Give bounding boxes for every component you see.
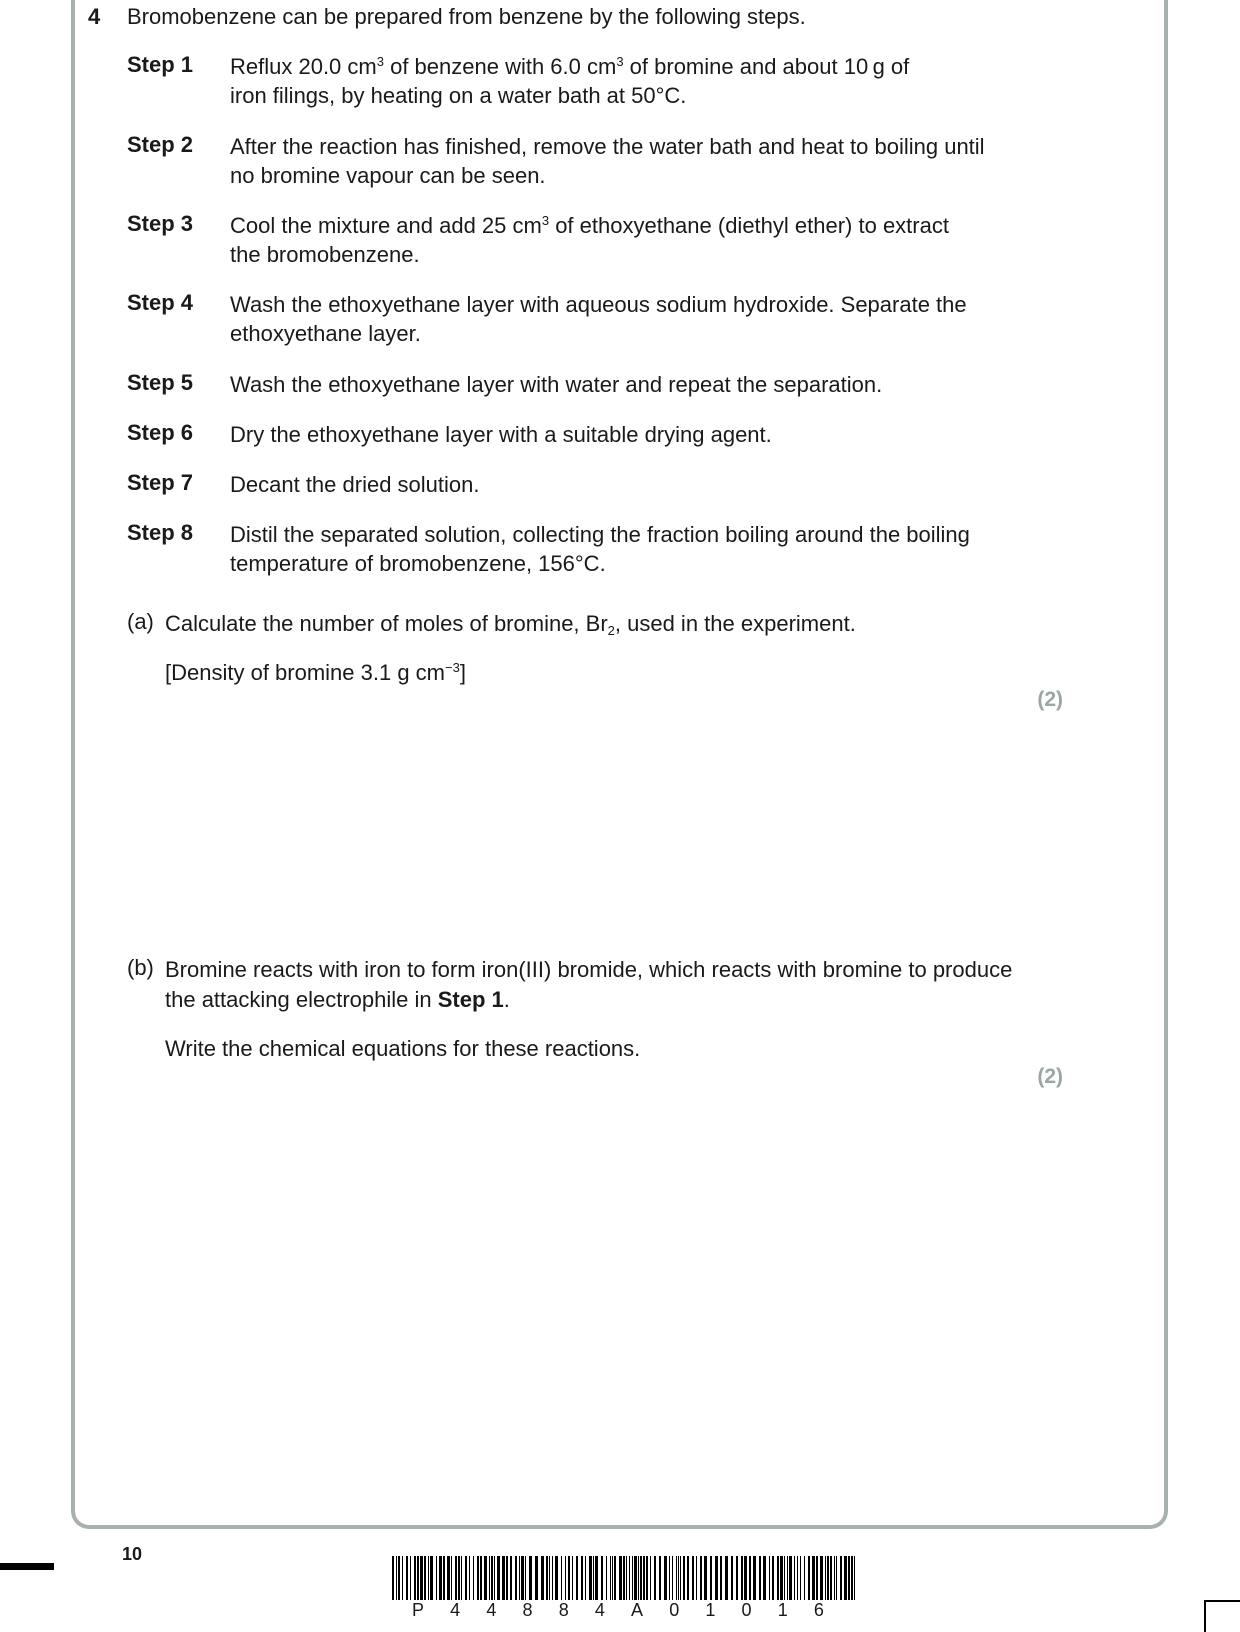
barcode-bar [572,1556,573,1600]
question-intro: Bromobenzene can be prepared from benzene by the following steps. [127,4,806,29]
barcode-bar [836,1556,837,1600]
barcode-bar [731,1556,733,1600]
part-a-density: [Density of bromine 3.1 g $cm^{-3}$] [165,660,466,685]
barcode-bar [497,1556,500,1600]
part-b-question: Bromine reacts with iron to form iron(III) bromide, which reacts with bromine to produce the attacking electrophile in Step 1. [165,957,1013,1012]
part-a-marks: (2) [1037,688,1063,711]
barcode-char: 0 [669,1600,680,1620]
step-6-label: Step 6 [127,420,194,445]
barcode-char: 4 [486,1600,497,1620]
step-3-text: Cool the mixture and add 25 $cm^3$ of ethoxyethane (diethyl ether) to extract the bromobenzene. [230,213,949,267]
barcode-bar [654,1556,656,1600]
barcode-bar [753,1556,756,1600]
barcode-bar [436,1556,437,1600]
step-7-label: Step 7 [127,470,194,495]
barcode-text [412,1600,824,1621]
barcode-bar [632,1556,633,1600]
barcode-char: A [631,1600,644,1620]
barcode-bar [546,1556,548,1600]
step-6-text: Dry the ethoxyethane layer with a suitable drying agent. [230,422,772,447]
barcode-bar [851,1556,853,1600]
barcode-bar [626,1556,627,1600]
barcode-bar [741,1556,743,1600]
barcode-bar [808,1556,810,1600]
barcode-bar [428,1556,429,1600]
barcode-bar [552,1556,553,1600]
barcode-char: 4 [594,1600,605,1620]
barcode-char: 1 [777,1600,788,1620]
barcode-bar [700,1556,702,1600]
barcode-bar [830,1556,832,1600]
barcode-bar [704,1556,707,1600]
barcode-bar [772,1556,774,1600]
barcode-bar [458,1556,460,1600]
barcode-bar [634,1556,637,1600]
step-1-text: Reflux 20.0 $cm^3$ of benzene with 6.0 $cm^3$ of bromine and about 10 g of iron filings, by heating on a water bath at 50°C. [230,54,910,108]
barcode-bar [484,1556,487,1600]
barcode-bar [585,1556,586,1600]
barcode-bar [521,1556,524,1600]
barcode-bar [710,1556,712,1600]
barcode-bar [529,1556,532,1600]
barcode-bar [769,1556,770,1600]
barcode-bar [780,1556,783,1600]
step-2-text: After the reaction has finished, remove the water bath and heat to boiling until no bromine vapour can be seen. [230,134,985,188]
barcode-bar [834,1556,835,1600]
barcode-bar [443,1556,445,1600]
barcode-bar [797,1556,798,1600]
barcode-bar [638,1556,639,1600]
barcode-bar [800,1556,801,1600]
barcode-bar [794,1556,795,1600]
barcode-bar [715,1556,718,1600]
barcode-bar [614,1556,616,1600]
barcode-bar [683,1556,685,1600]
barcode-bar [595,1556,598,1600]
step-5-text: Wash the ethoxyethane layer with water and repeat the separation. [230,372,883,397]
barcode-bar [576,1556,578,1600]
barcode-bar [489,1556,490,1600]
barcode-bar [535,1556,538,1600]
barcode-bar [477,1556,479,1600]
barcode-bar [473,1556,474,1600]
part-b-label: (b) [127,955,154,980]
barcode-bar [593,1556,594,1600]
barcode-bar [568,1556,570,1600]
barcode-bar [787,1556,788,1600]
part-a-question: Calculate the number of moles of bromine, $Br_2$, used in the experiment. [165,611,856,638]
question-number: 4 [88,4,101,29]
barcode-bar [812,1556,815,1600]
barcode-bar [629,1556,630,1600]
barcode-char: 1 [705,1600,716,1620]
barcode-bar [402,1556,403,1600]
barcode-bar [680,1556,681,1600]
barcode-bar [759,1556,761,1600]
barcode-bar [417,1556,419,1600]
barcode-bar [664,1556,667,1600]
barcode-bar [465,1556,467,1600]
barcode-bar [515,1556,517,1600]
step-4-text: Wash the ethoxyethane layer with aqueous sodium hydroxide. Separate the ethoxyethane layer. [230,292,967,346]
step-3-label: Step 3 [127,211,194,236]
step-5-label: Step 5 [127,370,194,395]
barcode-bar [398,1556,400,1600]
barcode-char: P [412,1600,425,1620]
barcode-bar [763,1556,766,1600]
step-2-label: Step 2 [127,132,194,157]
barcode-bar [650,1556,651,1600]
barcode-bar [643,1556,645,1600]
barcode-char: 0 [741,1600,752,1620]
barcode-bar [676,1556,677,1600]
barcode-bar [678,1556,679,1600]
barcode-bar [447,1556,450,1600]
barcode-bar [720,1556,722,1600]
page-edge-mark [0,1563,54,1570]
barcode-bar [854,1556,855,1600]
barcode-bar [784,1556,785,1600]
step-4-label: Step 4 [127,290,194,315]
barcode [392,1556,862,1600]
step-1-label: Step 1 [127,52,194,77]
barcode-bar [455,1556,457,1600]
barcode-bar [606,1556,607,1600]
barcode-bar [619,1556,622,1600]
barcode-bar [687,1556,689,1600]
barcode-bar [561,1556,562,1600]
step-8-text: Distil the separated solution, collecting the fraction boiling around the boiling temperature of bromobenzene, 156°C. [230,522,970,576]
barcode-bar [502,1556,505,1600]
barcode-bar [744,1556,747,1600]
barcode-bar [646,1556,648,1600]
barcode-bar [494,1556,495,1600]
barcode-bar [601,1556,603,1600]
part-b-marks: (2) [1037,1065,1063,1088]
barcode-bar [669,1556,670,1600]
barcode-bar [848,1556,850,1600]
barcode-bar [439,1556,442,1600]
barcode-bar [469,1556,470,1600]
barcode-bar [672,1556,673,1600]
barcode-bar [555,1556,558,1600]
barcode-bar [414,1556,416,1600]
barcode-bar [549,1556,550,1600]
barcode-bar [589,1556,592,1600]
barcode-bar [789,1556,792,1600]
barcode-bar [396,1556,397,1600]
barcode-bar [480,1556,482,1600]
barcode-bar [725,1556,728,1600]
barcode-bar [840,1556,842,1600]
barcode-bar [506,1556,508,1600]
barcode-bar [525,1556,526,1600]
barcode-bar [510,1556,512,1600]
part-a-label: (a) [127,609,154,634]
barcode-bar [451,1556,452,1600]
crop-corner-mark [1204,1600,1240,1632]
barcode-bar [736,1556,738,1600]
barcode-char: 6 [813,1600,824,1620]
barcode-bar [461,1556,462,1600]
barcode-bar [659,1556,661,1600]
barcode-bar [430,1556,433,1600]
barcode-bar [610,1556,611,1600]
barcode-bar [696,1556,697,1600]
barcode-bar [406,1556,408,1600]
barcode-bar [420,1556,423,1600]
barcode-bar [820,1556,823,1600]
barcode-bar [410,1556,411,1600]
barcode-bar [424,1556,426,1600]
barcode-bar [749,1556,751,1600]
barcode-bar [491,1556,493,1600]
barcode-bar [804,1556,805,1600]
barcode-bar [825,1556,826,1600]
barcode-bar [640,1556,642,1600]
barcode-bar [816,1556,818,1600]
step-7-text: Decant the dried solution. [230,472,480,497]
step-8-label: Step 8 [127,520,194,545]
barcode-bar [541,1556,544,1600]
page-number: 10 [122,1544,143,1564]
barcode-char: 8 [522,1600,533,1620]
barcode-bar [565,1556,566,1600]
barcode-bar [827,1556,829,1600]
barcode-bar [612,1556,613,1600]
barcode-bar [692,1556,694,1600]
barcode-bar [777,1556,779,1600]
barcode-char: 4 [450,1600,461,1620]
barcode-bar [581,1556,583,1600]
barcode-bar [519,1556,520,1600]
part-b-instruction: Write the chemical equations for these reactions. [165,1036,641,1061]
barcode-bar [392,1556,394,1600]
barcode-bar [844,1556,847,1600]
barcode-char: 8 [558,1600,569,1620]
barcode-bar [623,1556,625,1600]
